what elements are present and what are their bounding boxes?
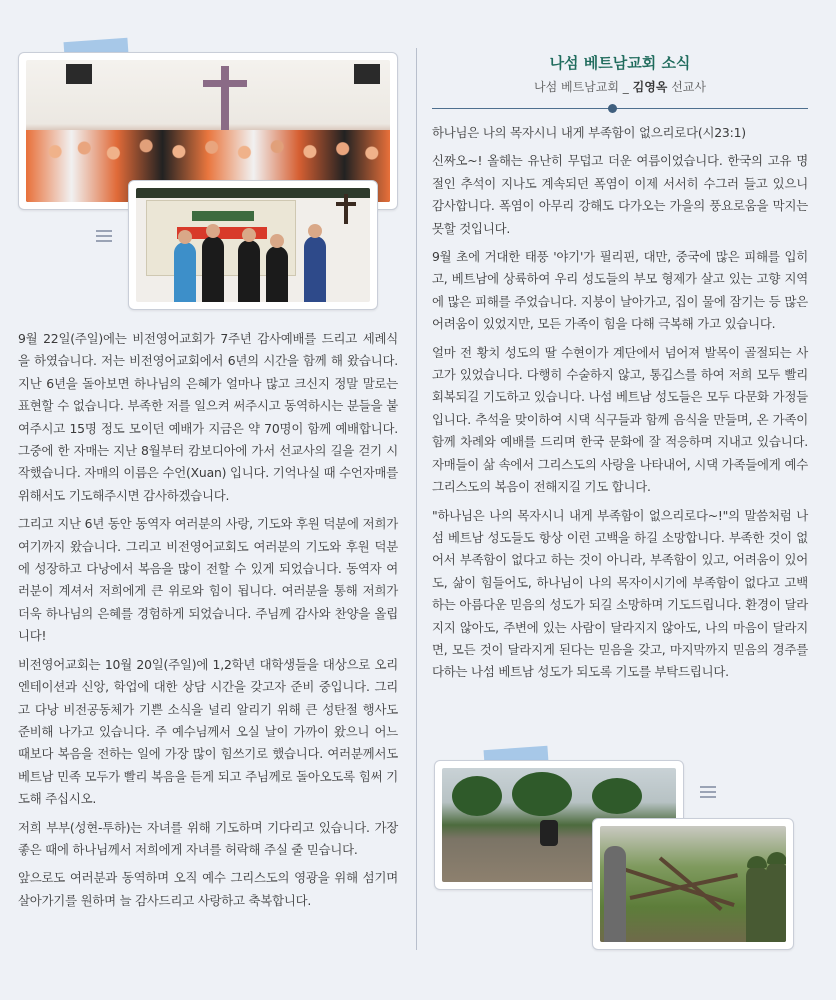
left-article [18,328,398,918]
cross-icon [344,194,348,224]
speaker-left [66,64,92,84]
person [266,246,288,302]
fallen-tree-photo [600,826,786,942]
header-dot [608,104,617,113]
soldier [604,846,626,942]
byline [432,78,808,95]
column-divider [416,48,417,950]
speaker-right [354,64,380,84]
menu-icon [700,786,716,798]
soldier [746,866,768,942]
menu-icon [96,230,112,242]
person [202,236,224,302]
missionary-name: 김영옥 [632,80,668,94]
motorbike [540,820,558,846]
photo-frame-fallen-tree[interactable] [592,818,794,950]
paragraph: 저희 부부(성현-투하)는 자녀를 위해 기도하며 기다리고 있습니다. 가장 좋은 때에 하나님께서 저희에게 자녀를 허락해 주실 줄 믿습니다. [18,819,398,857]
soldier [766,862,786,942]
article-title: 나섬 베트남교회 소식 [549,54,691,72]
paragraph: 9월 22일(주일)에는 비전영어교회가 7주년 감사예배를 드리고 세례식을 하였습니다. 저는 비전영어교회에서 6년의 시간을 함께 해 왔습니다. 지난 6년을 돌아보면 하나님의 은혜가 얼마나 많고 크신지 정말 말로는 표현할 수 없습니다. 부족한 저를 일으켜 써주시고 동역하시는 분들을 붙여주시고 15명 정도 모이던 예배가 지금은 약 70명이 함께 예배합니다. 그중에 한 자매는 지난 8월부터 캄보디아에 가서 선교사의 길을 걷기 시작했습니다. 자매의 이름은 수언(Xuan) 입니다. 기억나실 때 수언자매를 위해서도 기도해주시면 감사하겠습니다. [18,331,398,503]
person [238,240,260,302]
paragraph: 앞으로도 여러분과 동역하며 오직 예수 그리스도의 영광을 위해 섬기며 살아가기를 원하며 늘 감사드리고 사랑하고 축복합니다. [18,870,398,908]
photo-frame-baptism[interactable] [128,180,378,310]
header-rule [432,108,808,109]
person [304,236,326,302]
person [174,242,196,302]
church-name: 나섬 베트남교회 _ [534,80,629,94]
paragraph: "하나님은 나의 목자시니 내게 부족함이 없으리로다~!"의 말씀처럼 나섬 베트남 성도들도 항상 이런 고백을 하길 소망합니다. 부족한 것이 없어서 부족함이 없다고 하는 것이 아니라, 부족함이 있고, 어려움이 있어도, 삶이 힘들어도, 하나님이 나의 목자이시기에 부족함이 없다고 고백하는 아름다운 믿음의 성도가 되길 소망하며 기도드립니다. 환경이 달라지지 않아도, 주변에 있는 사람이 달라지지 않아도, 나의 마음이 달라지면, 모든 것이 달라지게 된다는 믿음을 갖고, 마지막까지 믿음의 경주를 다하는 나섬 베트남 성도가 되도록 기도를 부탁드립니다. [432,507,808,680]
paragraph: 9월 초에 거대한 태풍 '야기'가 필리핀, 대만, 중국에 많은 피해를 입히고, 베트남에 상륙하여 우리 성도들의 부모 형제가 살고 있는 고향 지역에 많은 피해를 주었습니다. 지붕이 날아가고, 집이 물에 잠기는 등 많은 어려움이 있었지만, 모든 가족이 힘을 다해 극복해 가고 있습니다. [432,249,808,332]
paragraph: 그리고 지난 6년 동안 동역자 여러분의 사랑, 기도와 후원 덕분에 저희가 여기까지 왔습니다. 그리고 비전영어교회도 여러분의 기도와 후원 덕분에 성장하고 다낭에서 복음을 많이 전할 수 있게 되었습니다. 동역자 여러분이 계셔서 저희에게 큰 위로와 힘이 됩니다. 여러분을 통해 저희가 더욱 하나님의 은혜를 경험하게 되었습니다. 주님께 감사와 찬양을 올립니다! [18,516,398,644]
right-article [432,122,808,690]
paragraph: 얼마 전 황치 성도의 딸 수현이가 계단에서 넘어져 발목이 골절되는 사고가 있었습니다. 다행히 수술하지 않고, 통깁스를 하여 저희 모두 빨리 회복되길 기도하고 있습니다. 나섬 베트남 성도들은 모두 다문화 가정들입니다. 추석을 맞이하여 시댁 식구들과 함께 음식을 만들며, 온 가족이 함께 차례와 예배를 드리며 한국 문화에 잘 적응하며 지내고 있습니다. 자매들이 삶 속에서 그리스도의 사랑을 나타내어, 시댁 가족들에게 예수 그리스도의 복음이 전해지길 기도 합니다. [432,344,808,495]
paragraph: 신짜오~! 올해는 유난히 무덥고 더운 여름이었습니다. 한국의 고유 명절인 추석이 지나도 계속되던 폭염이 이제 서서히 수그러 들고 있으니 감사합니다. 폭염이 아무리 강해도 다가오는 가을의 풍요로움을 막지는 못할 것입니다. [432,153,808,236]
baptism-photo [136,188,370,302]
cross-icon [221,66,229,132]
paragraph: 비전영어교회는 10월 20일(주일)에 1,2학년 대학생들을 대상으로 오리엔테이션과 신앙, 학업에 대한 상담 시간을 갖고자 준비 중입니다. 그리고 다낭 비전공동체가 기쁜 소식을 널리 알리기 위해 큰 성탄절 행사도 준비해 나가고 있습니다. 주 예수님께서 오실 날이 가까이 왔으니 어느 때보다 복음을 전하는 일에 가장 많이 힘쓰기로 했습니다. 여러분께서도 베트남 민족 모두가 빨리 복음을 듣게 되고 주님께로 돌아오도록 힘써 기도해 주십시오. [18,656,398,807]
missionary-role: 선교사 [671,80,706,94]
scripture-verse: 하나님은 나의 목자시니 내게 부족함이 없으리로다(시23:1) [432,125,746,140]
